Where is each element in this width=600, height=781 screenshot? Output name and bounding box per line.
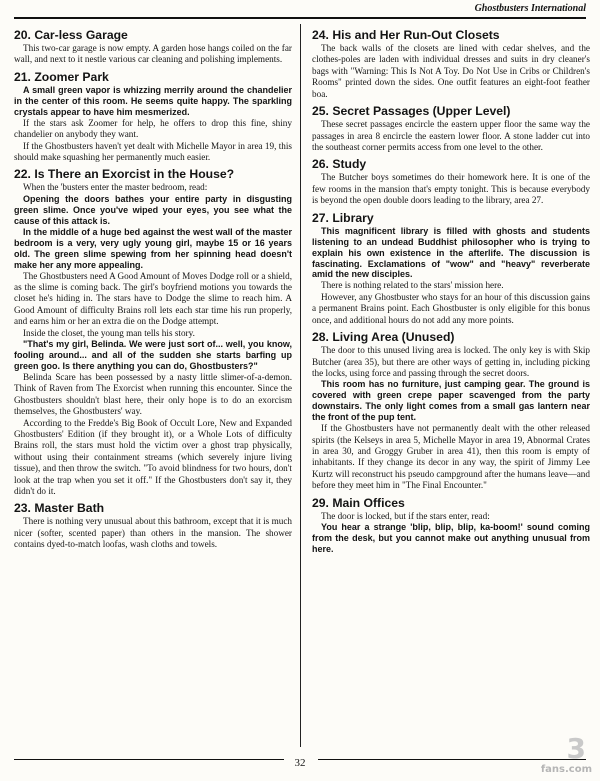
section-heading: 27. Library	[312, 210, 374, 225]
room-section	[312, 330, 590, 492]
body-paragraph: Inside the closet, the young man tells his story.	[23, 327, 195, 338]
body-paragraph: However, any Ghostbuster who stays for an hour of this discussion gains a permanent Brains point. Each Ghostbuster is only eligible for this bonus once, and additional hours do not add any more points.	[312, 291, 590, 325]
body-paragraph: The back walls of the closets are lined with cedar shelves, and the clothes-poles are laden with individual dresses and suits in dry cleaner's bags with "Warning: This Is Not A Toy. Do Not Use in Cribs or Children's Rooms" printed down the sides. One outfit features an eight-foot feather boa.	[312, 43, 590, 99]
section-heading: 22. Is There an Exorcist in the House?	[14, 167, 235, 182]
read-aloud-text: In the middle of a huge bed against the west wall of the master bedroom is a very, very ugly young girl, maybe 15 or 16 years old. The green slime spewing from her spinning head doesn't make her any more appealing.	[14, 226, 292, 270]
right-column	[312, 24, 590, 747]
section-heading: 20. Car-less Garage	[14, 28, 128, 42]
page-number: 32	[294, 757, 306, 769]
body-paragraph: The Butcher boys sometimes do their homework here. It is one of the few rooms in the mansion that's empty tonight. This is because everybody is beyond the open double doors leading to the library, area 27.	[312, 172, 590, 206]
watermark-text: fans.com	[540, 764, 592, 775]
read-aloud-text: This room has no furniture, just camping gear. The ground is covered with green crepe paper scavenged from the party downstairs. The only light comes from a small gas lantern near the front of the pup tent.	[312, 379, 590, 423]
section-heading: 25. Secret Passages (Upper Level)	[312, 104, 511, 119]
body-paragraph: There is nothing very unusual about this bathroom, except that it is much nicer (softer, scented paper) than others in the mansion. The shower contains dyed-to-match loofas, wash cloths and towels.	[14, 516, 292, 550]
section-heading: 23. Master Bath	[14, 501, 105, 516]
room-section	[312, 211, 590, 327]
body-paragraph: These secret passages encircle the eastern upper floor the same way the passages in area 8 encircle the eastern lower floor. A stone ladder cut into the southeast corner permits access from one level to the other.	[312, 119, 590, 152]
body-paragraph: The Ghostbusters need A Good Amount of Moves Dodge roll or a shield, as the slime is coming back. The girl's boyfriend motions you towards the closet he's hiding in. The stars have to Dodge the slime to reach him. A Good Amount of difficulty Brains roll lets each star time his run properly, and earns him or her an extra die on the Dodge attempt.	[14, 270, 292, 327]
header-rule	[14, 17, 586, 19]
room-section	[312, 496, 590, 555]
body-paragraph: When the 'busters enter the master bedroom, read:	[23, 182, 208, 193]
section-heading: 21. Zoomer Park	[14, 69, 109, 84]
column-divider	[300, 24, 301, 747]
body-paragraph: There is nothing related to the stars' mission here.	[321, 280, 504, 291]
body-paragraph: This two-car garage is now empty. A garden hose hangs coiled on the far wall, and next to it nestle various car cleaning and polishing implements.	[14, 43, 292, 65]
body-paragraph: The door to this unused living area is locked. The only key is with Skip Butcher (area 35), but there are other ways of getting in, including picking the locks, using force and passing through the secret doors.	[312, 345, 590, 378]
body-paragraph: The door is locked, but if the stars enter, read:	[321, 510, 490, 521]
running-head: Ghostbusters International	[474, 3, 586, 14]
read-aloud-text: You hear a strange 'blip, blip, blip, ka-boom!' sound coming from the desk, but you cannot make out anything unusual from here.	[312, 522, 590, 554]
room-section	[312, 28, 590, 100]
room-section	[14, 167, 292, 497]
body-paragraph: According to the Fredde's Big Book of Occult Lore, New and Expanded Ghostbusters' Edition (if they brought it), or a Whole Lots of difficulty Brains roll, the stars must hold the victim over a ghost trap physically, without using their containment streams (which severely injure living tissue), and then throw the switch. "To avoid blindness for two hours, don't look at the trap when you set it off." If the Ghostbusters don't say it, they didn't do it.	[14, 417, 292, 497]
room-section	[14, 28, 292, 66]
room-section	[14, 501, 292, 550]
room-section	[14, 70, 292, 164]
room-section	[312, 104, 590, 153]
body-paragraph: Belinda Scare has been possessed by a nasty little slimer-of-a-demon. Think of Raven from The Exorcist when running this encounter. Since the Ghostbusters shouldn't blast here, their only hope is to do an exorcism themselves, the Ghostbusters' way.	[14, 371, 292, 417]
section-heading: 29. Main Offices	[312, 495, 405, 510]
left-column	[14, 24, 292, 747]
read-aloud-text: A small green vapor is whizzing merrily around the chandelier in the center of this room. He seems quite happy. The sparkling crystals appear to have him mesmerized.	[14, 84, 292, 117]
watermark-logo	[538, 732, 594, 775]
section-heading: 28. Living Area (Unused)	[312, 330, 455, 345]
read-aloud-text: "That's my girl, Belinda. We were just sort of... well, you know, fooling around... and all of the sudden she starts barfing up green goo. Is there anything you can do, Ghostbusters?"	[14, 339, 292, 371]
read-aloud-text: This magnificent library is filled with ghosts and students listening to an undead Buddhist philosopher who is trying to explain his own existence in the afterlife. The discussion is fascinating. Exclamations of "wow" and "heavy" reverberate amid the new disciples.	[312, 225, 590, 280]
room-section	[312, 157, 590, 206]
section-heading: 24. His and Her Run-Out Closets	[312, 28, 500, 42]
section-heading: 26. Study	[312, 157, 367, 172]
watermark-mark: 3	[566, 732, 586, 765]
read-aloud-text: Opening the doors bathes your entire party in disgusting green slime. Once you've wiped your eyes, you see what the cause of this attack is.	[14, 193, 292, 226]
body-paragraph: If the stars ask Zoomer for help, he offers to drop this fine, shiny chandelier on anybody they want.	[14, 117, 292, 140]
body-paragraph: If the Ghostbusters have not permanently dealt with the other released spirits (the Kelseys in area 5, Michelle Mayor in area 19, Abnormal Crates in area 30, and Groggy Gruber in area 41), then this room is empty of inhabitants. If they change its decor in any way, the spirit of Jimmy Lee Kurtz will reconstruct his pseudo campground after the humans leave—and before they meet him in "The Final Encounter."	[312, 423, 590, 491]
body-paragraph: If the Ghostbusters haven't yet dealt with Michelle Mayor in area 19, this should make squashing her permanently much easier.	[14, 140, 292, 162]
